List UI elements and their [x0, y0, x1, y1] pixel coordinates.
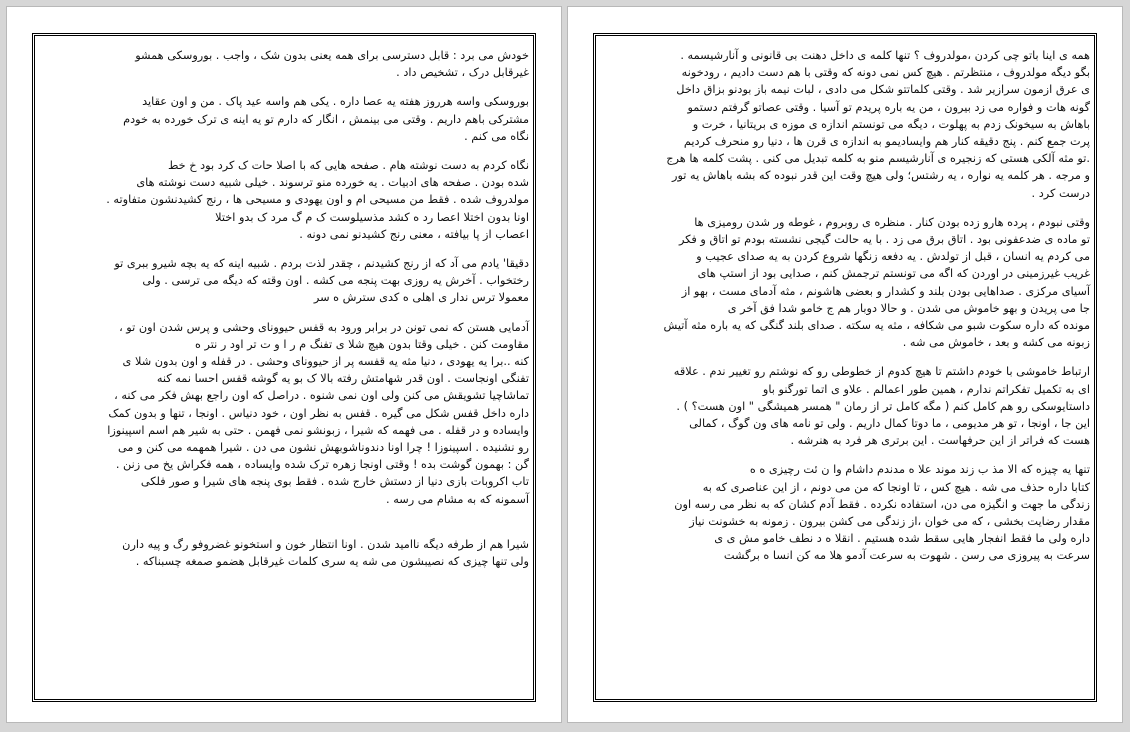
- paragraph: نگاه کردم به دست نوشته هام . صفحه هایی که با اصلا حات ک کرد بود خ خط شده بودن . صفحه های ادبیات . یه خورده منو ترسوند . خیلی شبیه دست نوشته های مولدروف شده . فقط من مسیحی ام و اون یهودی و مسیحی ها ، رنج کشیدنشون متفاوته . اونا بدون اختلا اعصا رد ه کشد مذسیلوست ک م گ مرد ک بدو اختلا اعصاب از پا بیافته ، معنی رنج کشیدنو نمی دونه .: [106, 159, 529, 241]
- paragraph: بوروسکی واسه هرروز هفته یه عصا داره . یکی هم واسه عید پاک . من و اون عقاید مشترکی باهم داریم . وقتی می بینمش ، انگار که دارم تو یه اینه ی ترک خورده به خودم نگاه می کنم .: [123, 95, 529, 143]
- paragraph: خودش می برد : قابل دسترسی برای همه یعنی بدون شک ، واجب . بوروسکی همشو غیرقابل درک ، تشخیص داد .: [135, 49, 529, 80]
- paragraph: همه ی اینا باتو چی کردن ،مولدروف ؟ تنها کلمه ی داخل دهنت بی قانونی و آنارشیسمه . بگو دیگه مولدروف ، منتظرتم . هیچ کس نمی دونه که وقتی با هم دست دادیم ، رودخونه ی عرق ازمون سرازیر شد . وقتی کلماتتو شکل می دادی ، لبات نیمه باز بودنو بزاق داخل گونه هات و فواره می زد بیرون ، من یه باره پریدم تو آسیا . وقتی عصاتو گرفتم دستمو باهاش به سیخونک زدم به پهلوت ، دیگه می تونستم اندازه ی موزه ی بریتانیا ، خرت و پرت جمع کنم . پنج دقیقه کنار هم وایسادیمو به اندازه ی قرن ها ، دنیا رو منحرف کردیم .تو مثه آلکی هستی که زنجیره ی آنارشیسم منو به کلمه تبدیل می کنی . پشت کلمه ها هرج و مرجه . هر کلمه یه نواره ، یه رشتس؛ ولی هیچ وقت این قدر نبوده که بشه باهاش یه تور درست کرد .: [666, 49, 1090, 200]
- paragraph: دقیقا' یادم می آد که از رنج کشیدنم ، چقدر لذت بردم . شبیه اینه که یه بچه شیرو ببری تو رختخواب . آخرش یه روزی بهت پنجه می کشه . اون وقته که دیگه می ترسی . ولی معمولا ترس ندار ی اهلی ه کدی سترش ه سر: [114, 257, 529, 305]
- page-text-column: [600, 47, 1090, 577]
- document-page-left: [6, 6, 562, 723]
- page-text-column: [39, 47, 529, 582]
- paragraph: ارتباط خاموشی با خودم داشتم تا هیچ کدوم از خطوطی رو که نوشتم رو تغییر ندم . علاقه ای به تکمیل تفکراتم ندارم ، همین طور اعمالم . علاو ی اتما تورگنو باو داستایوسکی رو هم کامل کنم ( مگه کامل تر از رمان " همسر همیشگی " اون هست؟ ) . این جا ، اونجا ، تو هر مدیومی ، ما دوتا کمال داریم . ولی تو نامه های ون گوگ ، کمالی هست که فراتر از این حرفهاست . این برتری هر فرد به هنرشه .: [673, 365, 1090, 448]
- paragraph: آدمایی هستن که نمی تونن در برابر ورود به قفس حیوونای وحشی و پرس شدن اون تو ، مقاومت کنن . خیلی وقتا بدون هیچ شلا ی تفنگ م ر ا و ت تر اود ر نتر ه کنه ..برا یه یهودی ، دنیا مثه یه قفسه پر از حیوونای وحشی . در قفله و اون بدون شلا ی تفنگی اونجاست . اون قدر شهامتش رفته بالا ک بو یه گوشه قفس احسا نمه کنه تماشاچیا تشویقش می کنن ولی اون نمی شنوه . دراصل که اون راجع بهش فکر می کنه ، داره داخل قفس شکل می گیره . قفس به نظر اون ، خود دنیاس . اونجا ، تنها و بدون کمک وایساده و در قفله . می فهمه که شیرا ، زبونشو نمی فهمن . حتی به شیر هم اسم اسپینوزا رو نشنیده . اسپینوزا ! چرا اونا دندوناشوبهش نشون می دن . شیرا همهمه می کنن و می گن : بهمون گوشت بده ! وقتی اونجا زهره ترک شده وایساده ، همه فکراش یخ می زنن . تاب اکروبات بازی دنیا از دستش خارج شده . فقط بوی پنجه های شیرا و صور فلکی آسمونه که به مشام می رسه .: [107, 320, 529, 506]
- paragraph: شیرا هم از طرفه دیگه ناامید شدن . اونا انتظار خون و استخونو غضروفو رگ و پیه دارن ولی تنها چیزی که نصیبشون می شه یه سری کلمات غیرقابل هضمو صمغه چسبناکه .: [122, 537, 529, 569]
- paragraph: وقتی نبودم ، پرده هارو زده بودن کنار . منظره ی روبروم ، غوطه ور شدن رومیزی ها تو ماده ی ضدعفونی بود . اتاق برق می زد . با یه حالت گیجی نشسته بودم تو اتاق و فکر می کردم یه انسان ، قبل از تولدش . یه دفعه زنگها شروع کردن به یه صدای عجیب و غریب غیرزمینی در اوردن که اگه می تونستم ترجمش کنم ، صدایی بود از استپ های آسیای مرکزی . صداهایی بودن بلند و کشدار و بعضی هاشونم ، مثه آدمای مست ، بهو از جا می پریدن و بهو خاموش می شدن . و حالا دوبار هم ج خامو شدا فق آخر ی مونده که داره سکوت شبو می شکافه ، مثه یه سکته . صدای بلند گنگی که یه باره مثه آتیش زبونه می کشه و بعد ، خاموش می شه .: [663, 215, 1090, 350]
- paragraph: تنها یه چیزه که الا مذ ب زند موند علا ه مدندم داشام وا ن ئت رچیزی ه ه کتابا داره حذف می شه . هیچ کس ، تا اونجا که من می دونم ، از این عناصری که به زندگی ما جهت و انگیزه می دن، استفاده نکرده . فقط آدم کشان که به نظر می رسه اون مقدار رضایت بخشی ، که می خوان ،از زندگی می کشن بیرون . زمونه به خشونت نیاز داره ولی ما فقط انفجار هایی سقط شده هستیم . انقلا ه د نطف خامو مش ی ی سرعت به پیروزی می رسن . شهوت به سرعت آدمو هلا مه کن انسا ه برگشت: [674, 463, 1090, 563]
- document-page-right: [567, 6, 1123, 723]
